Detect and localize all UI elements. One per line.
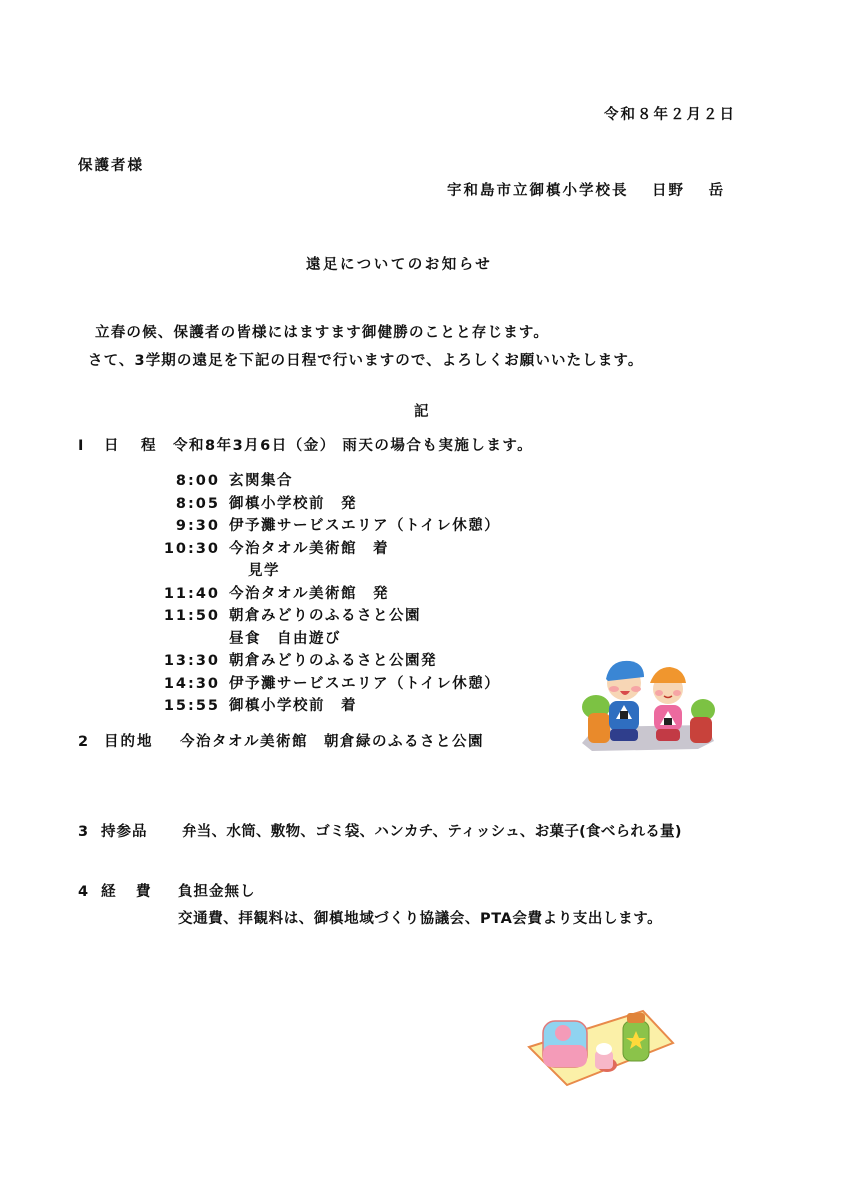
ki-heading: 記 — [414, 404, 431, 420]
section-value: 負担金無し — [178, 884, 256, 900]
section-number: Ⅰ — [78, 438, 86, 454]
section-value: 令和8年3月6日（金） 雨天の場合も実施します。 — [173, 438, 534, 454]
section-label: 持参品 — [101, 824, 148, 840]
section-number: 3 — [78, 824, 91, 840]
intro-line-2: さて、3学期の遠足を下記の日程で行いますので、よろしくお願いいたします。 — [88, 353, 644, 369]
picnic-items-illustration — [523, 1003, 678, 1088]
section-value: 今治タオル美術館 朝倉緑のふるさと公園 — [180, 734, 484, 750]
page-title: 遠足についてのお知らせ — [306, 257, 493, 273]
sender: 宇和島市立御槙小学校長 日野 岳 — [447, 183, 726, 199]
section-label: 経 費 — [101, 884, 154, 900]
section-label: 日 程 — [104, 438, 160, 454]
section-value: 弁当、水筒、敷物、ゴミ袋、ハンカチ、ティッシュ、お菓子(食べられる量) — [182, 824, 682, 840]
document-date: 令和８年２月２日 — [604, 107, 736, 123]
children-picnic-illustration — [578, 655, 718, 755]
section-note: 交通費、拝観料は、御槙地域づくり協議会、PTA会費より支出します。 — [178, 911, 663, 927]
kids-onigiri-icon — [578, 655, 718, 755]
recipient: 保護者様 — [78, 158, 144, 174]
section-number: 4 — [78, 884, 91, 900]
section-label: 目的地 — [104, 734, 154, 750]
section-number: 2 — [78, 734, 91, 750]
backpack-bottle-icon — [523, 1003, 678, 1088]
intro-line-1: 立春の候、保護者の皆様にはますます御健勝のことと存じます。 — [95, 325, 550, 341]
